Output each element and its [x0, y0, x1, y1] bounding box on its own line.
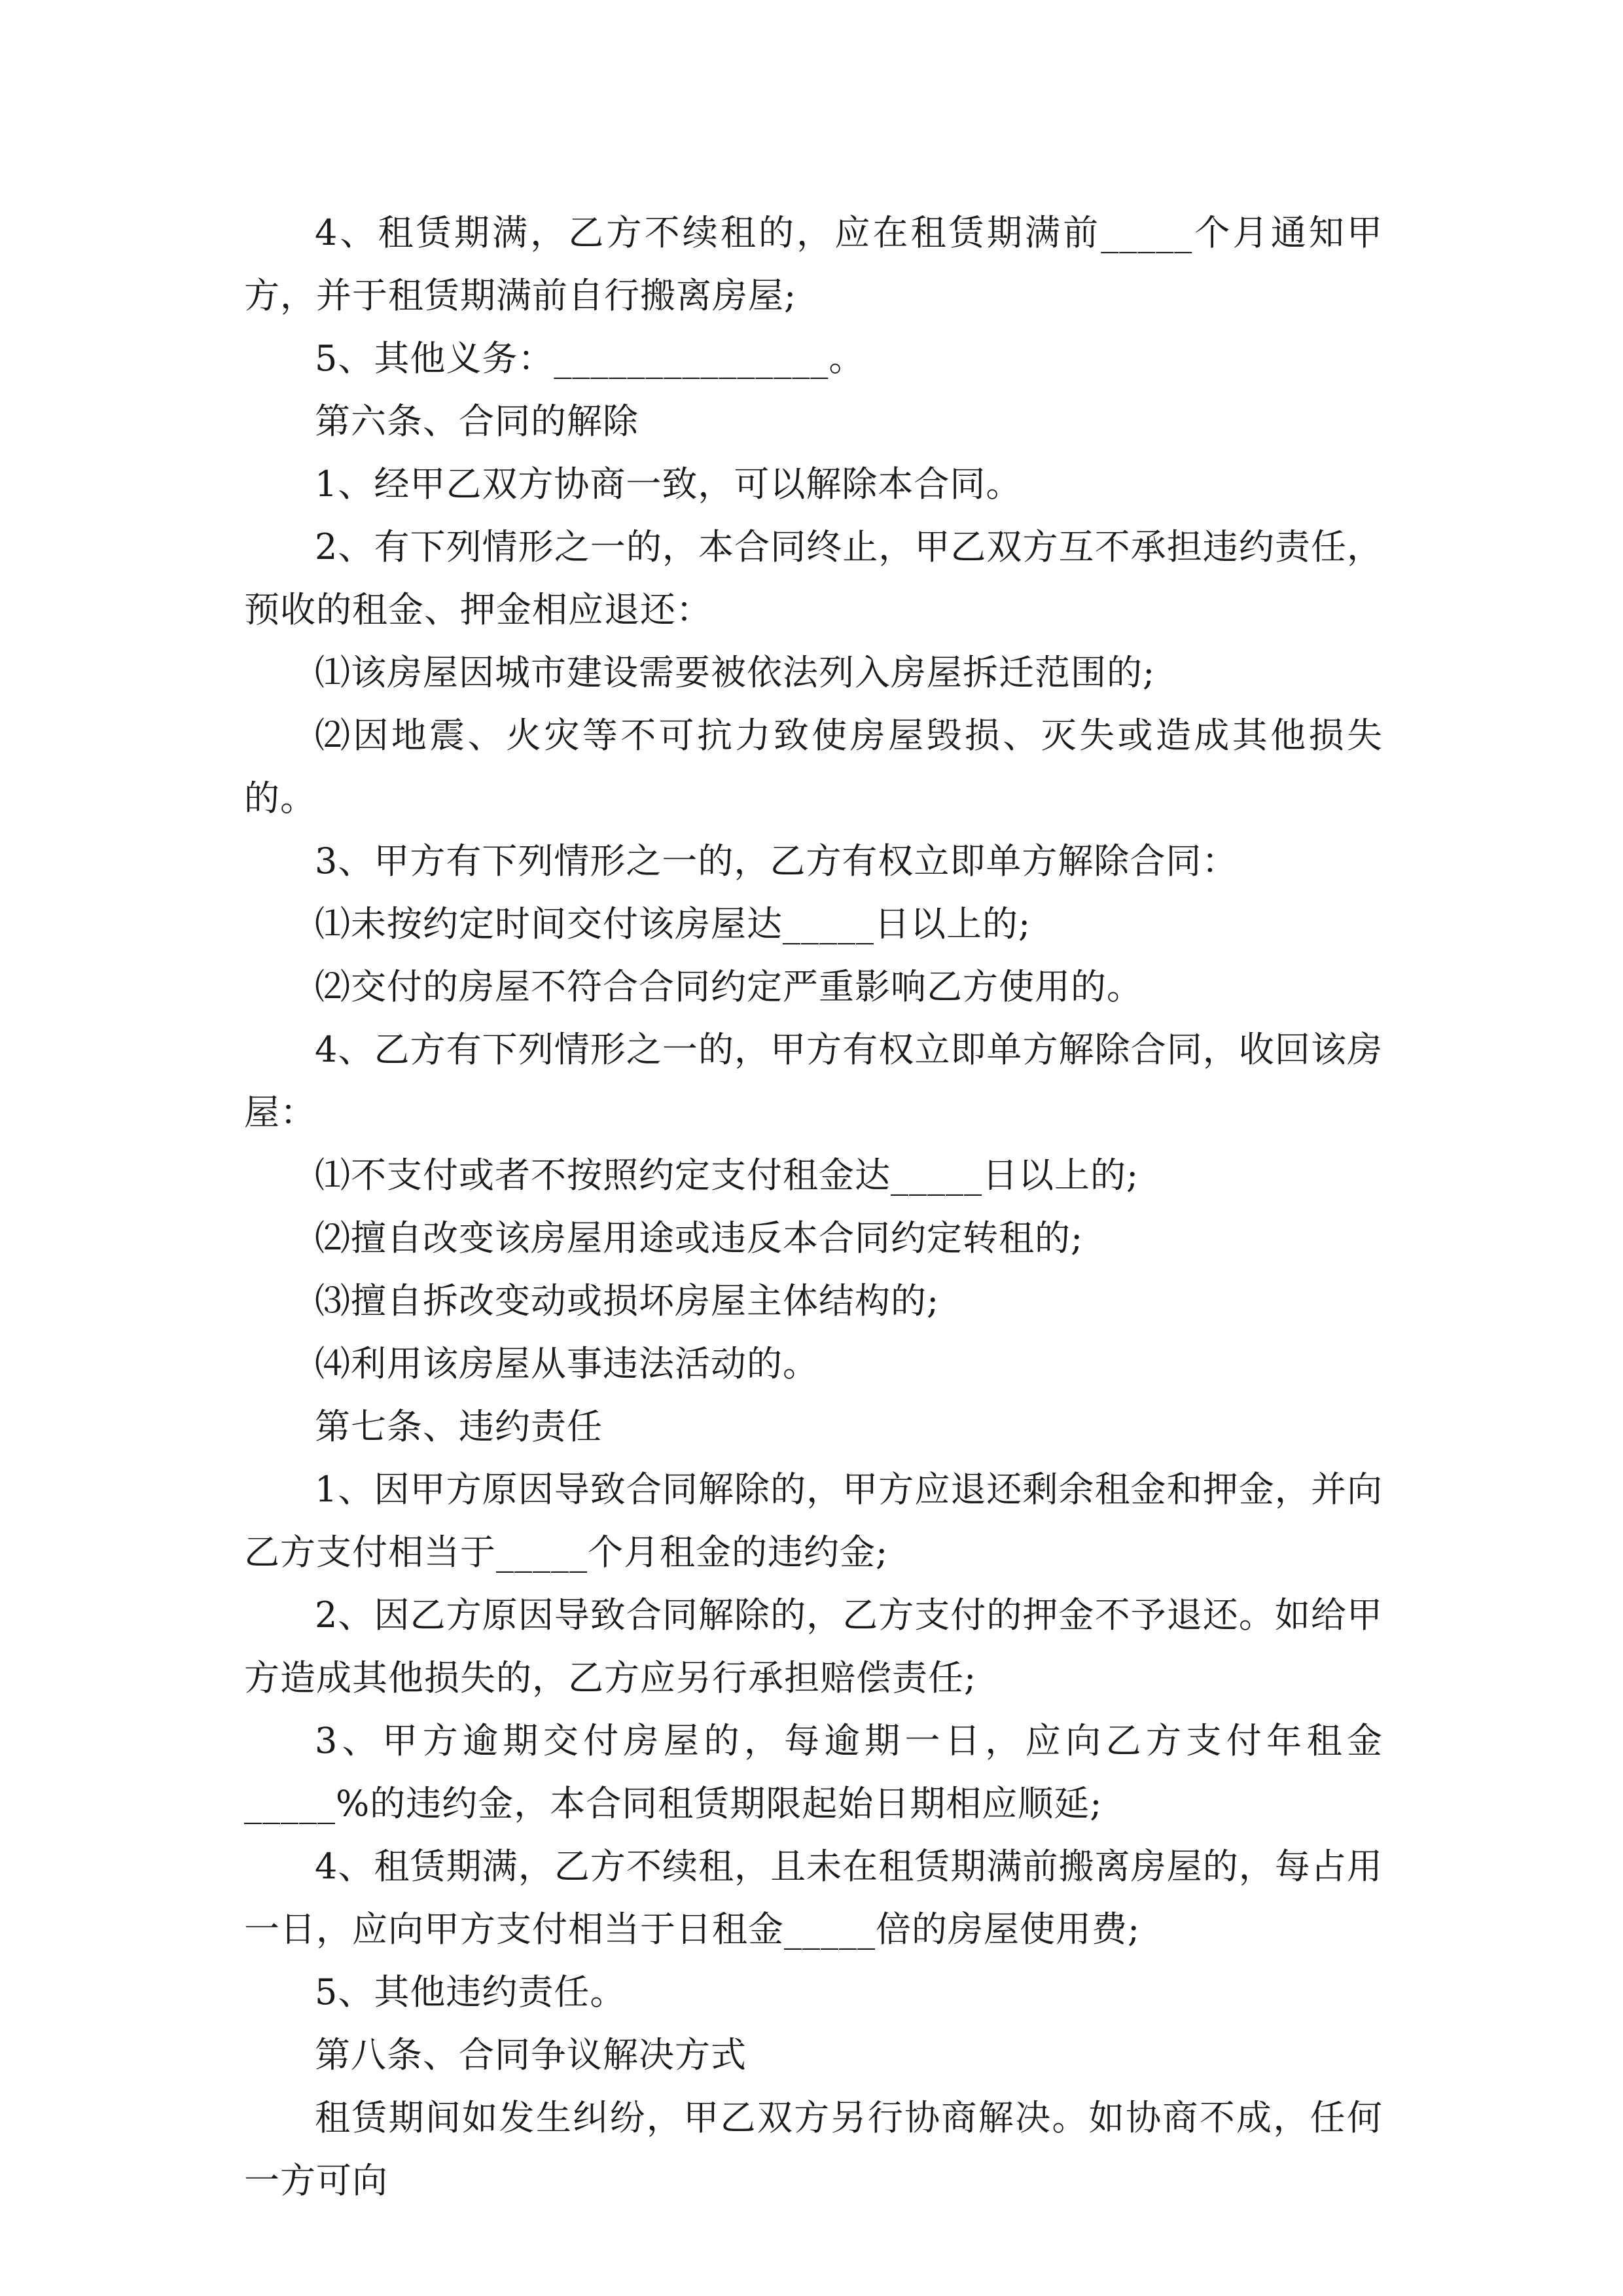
section-heading-article-8: 第八条、合同争议解决方式	[315, 2034, 747, 2075]
paragraph-nonconforming-house-case: ⑵交付的房屋不符合合同约定严重影响乙方使用的。	[315, 966, 1143, 1007]
section-heading-article-7: 第七条、违约责任	[315, 1406, 603, 1447]
paragraph-lessor-breach-penalty: 1、因甲方原因导致合同解除的，甲方应退还剩余租金和押金，并向乙方支付相当于_____个月租金的违约金;	[244, 1469, 1383, 1573]
paragraph-other-liability: 5、其他违约责任。	[315, 1971, 626, 2013]
paragraph-illegal-activity-case: ⑷利用该房屋从事违法活动的。	[315, 1343, 819, 1384]
paragraph-contract-termination-cases: 2、有下列情形之一的，本合同终止，甲乙双方互不承担违约责任，预收的租金、押金相应退还：	[244, 526, 1383, 630]
paragraph-force-majeure-case: ⑵因地震、火灾等不可抗力致使房屋毁损、灭失或造成其他损失的。	[244, 715, 1383, 819]
paragraph-lease-expiry-notice: 4、租赁期满，乙方不续租的，应在租赁期满前_____个月通知甲方，并于租赁期满前自行搬离房屋;	[244, 212, 1383, 316]
paragraph-unpaid-rent-case: ⑴不支付或者不按照约定支付租金达_____日以上的;	[315, 1155, 1139, 1196]
paragraph-lessee-breach-penalty: 2、因乙方原因导致合同解除的，乙方支付的押金不予退还。如给甲方造成其他损失的，乙方应另行承担赔偿责任;	[244, 1594, 1383, 1698]
document-body	[244, 202, 1383, 2212]
paragraph-dispute-resolution: 租赁期间如发生纠纷，甲乙双方另行协商解决。如协商不成，任何一方可向	[244, 2097, 1383, 2201]
paragraph-unauthorized-use-case: ⑵擅自改变该房屋用途或违反本合同约定转租的;	[315, 1217, 1084, 1259]
paragraph-demolition-case: ⑴该房屋因城市建设需要被依法列入房屋拆迁范围的;	[315, 652, 1156, 693]
paragraph-lessor-termination-rights: 4、乙方有下列情形之一的，甲方有权立即单方解除合同，收回该房屋：	[244, 1029, 1383, 1133]
paragraph-structural-damage-case: ⑶擅自拆改变动或损坏房屋主体结构的;	[315, 1280, 940, 1321]
paragraph-late-delivery-penalty: 3、甲方逾期交付房屋的，每逾期一日，应向乙方支付年租金_____%的违约金，本合同租赁期限起始日期相应顺延;	[244, 1720, 1383, 1824]
paragraph-mutual-termination: 1、经甲乙双方协商一致，可以解除本合同。	[315, 463, 1022, 505]
section-heading-article-6: 第六条、合同的解除	[315, 401, 639, 442]
paragraph-late-delivery-case: ⑴未按约定时间交付该房屋达_____日以上的;	[315, 903, 1031, 944]
paragraph-lessee-termination-rights: 3、甲方有下列情形之一的，乙方有权立即单方解除合同：	[315, 840, 1238, 882]
paragraph-other-obligations: 5、其他义务：_______________。	[315, 338, 865, 379]
paragraph-overstay-fee: 4、租赁期满，乙方不续租，且未在租赁期满前搬离房屋的，每占用一日，应向甲方支付相当于日租金_____倍的房屋使用费;	[244, 1846, 1383, 1950]
